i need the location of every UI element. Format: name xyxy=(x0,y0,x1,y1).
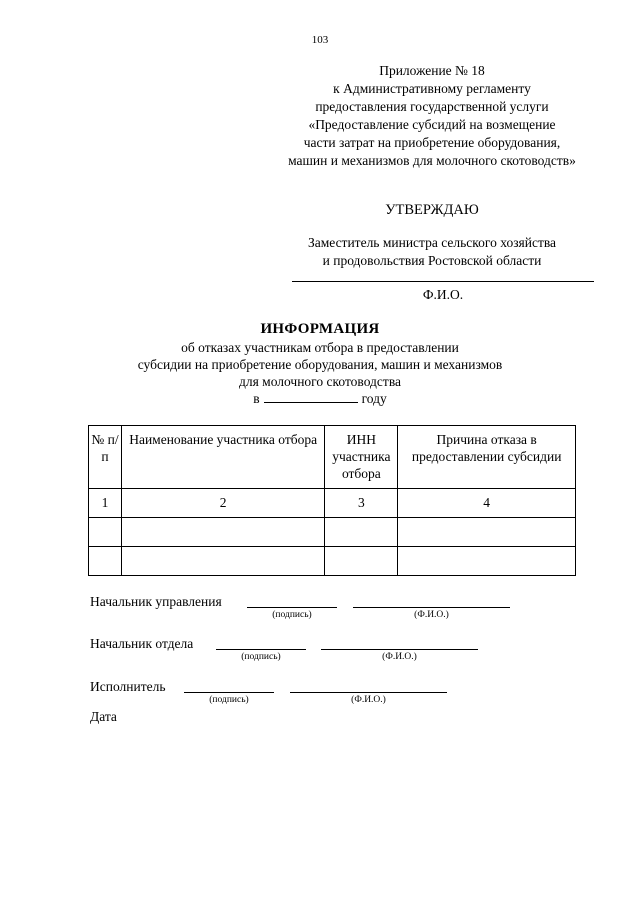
document-subtitle xyxy=(0,339,640,390)
table-cell xyxy=(121,547,324,576)
approval-title: УТВЕРЖДАЮ xyxy=(385,202,479,218)
signature-caption: (подпись) xyxy=(209,695,249,705)
table-cell xyxy=(325,518,398,547)
header-participant-name: Наименование участника отбора xyxy=(121,426,324,489)
appendix-line: «Предоставление субсидий на возмещение xyxy=(308,117,556,132)
appendix-line: предоставления государственной услуги xyxy=(315,99,549,114)
fio-caption: (Ф.И.О.) xyxy=(414,610,449,620)
appendix-block xyxy=(262,62,602,170)
appendix-line: части затрат на приобретение оборудования, xyxy=(303,135,561,150)
approval-position xyxy=(262,234,602,270)
approval-fio: Ф.И.О. xyxy=(422,287,464,302)
refusals-table xyxy=(88,425,576,576)
signature-label: Начальник отдела xyxy=(90,636,194,651)
column-number: 1 xyxy=(89,489,122,518)
approval-position-line: Заместитель министра сельского хозяйства xyxy=(307,235,557,250)
header-refusal-reason: Причина отказа в предоставлении субсидии xyxy=(398,426,576,489)
signature-line xyxy=(216,649,306,650)
year-prefix: в xyxy=(253,391,260,406)
signature-line xyxy=(184,692,274,693)
fio-caption: (Ф.И.О.) xyxy=(351,695,386,705)
table-cell xyxy=(398,518,576,547)
signature-label: Начальник управления xyxy=(90,594,222,609)
subtitle-line: об отказах участникам отбора в предоставлении xyxy=(181,340,459,355)
fio-caption: (Ф.И.О.) xyxy=(382,652,417,662)
table-cell xyxy=(89,518,122,547)
table-cell xyxy=(325,547,398,576)
page-number: 103 xyxy=(311,34,329,46)
signature-label: Исполнитель xyxy=(90,679,166,694)
table-row xyxy=(89,547,576,576)
table-cell xyxy=(89,547,122,576)
column-numbers-row xyxy=(89,489,576,518)
signature-caption: (подпись) xyxy=(272,610,312,620)
subtitle-line: субсидии на приобретение оборудования, машин и механизмов xyxy=(137,357,503,372)
appendix-line: машин и механизмов для молочного скотоводств» xyxy=(288,153,576,168)
date-label: Дата xyxy=(90,709,117,724)
column-number: 3 xyxy=(325,489,398,518)
document-title: ИНФОРМАЦИЯ xyxy=(260,321,380,337)
table-row xyxy=(89,518,576,547)
signature-line xyxy=(247,607,337,608)
header-number: № п/п xyxy=(89,426,122,489)
column-number: 2 xyxy=(121,489,324,518)
signature-caption: (подпись) xyxy=(241,652,281,662)
year-blank xyxy=(264,390,358,403)
fio-line xyxy=(290,692,447,693)
header-inn: ИНН участника отбора xyxy=(325,426,398,489)
table-header-row xyxy=(89,426,576,489)
column-number: 4 xyxy=(398,489,576,518)
appendix-line: к Административному регламенту xyxy=(333,81,531,96)
subtitle-line: для молочного скотоводства xyxy=(238,374,402,389)
fio-line xyxy=(321,649,478,650)
year-line xyxy=(0,390,640,407)
table-cell xyxy=(398,547,576,576)
approval-signature-line xyxy=(292,281,594,282)
appendix-line: Приложение № 18 xyxy=(379,63,485,78)
fio-line xyxy=(353,607,510,608)
table-cell xyxy=(121,518,324,547)
approval-position-line: и продовольствия Ростовской области xyxy=(322,253,542,268)
year-suffix: году xyxy=(361,391,387,406)
